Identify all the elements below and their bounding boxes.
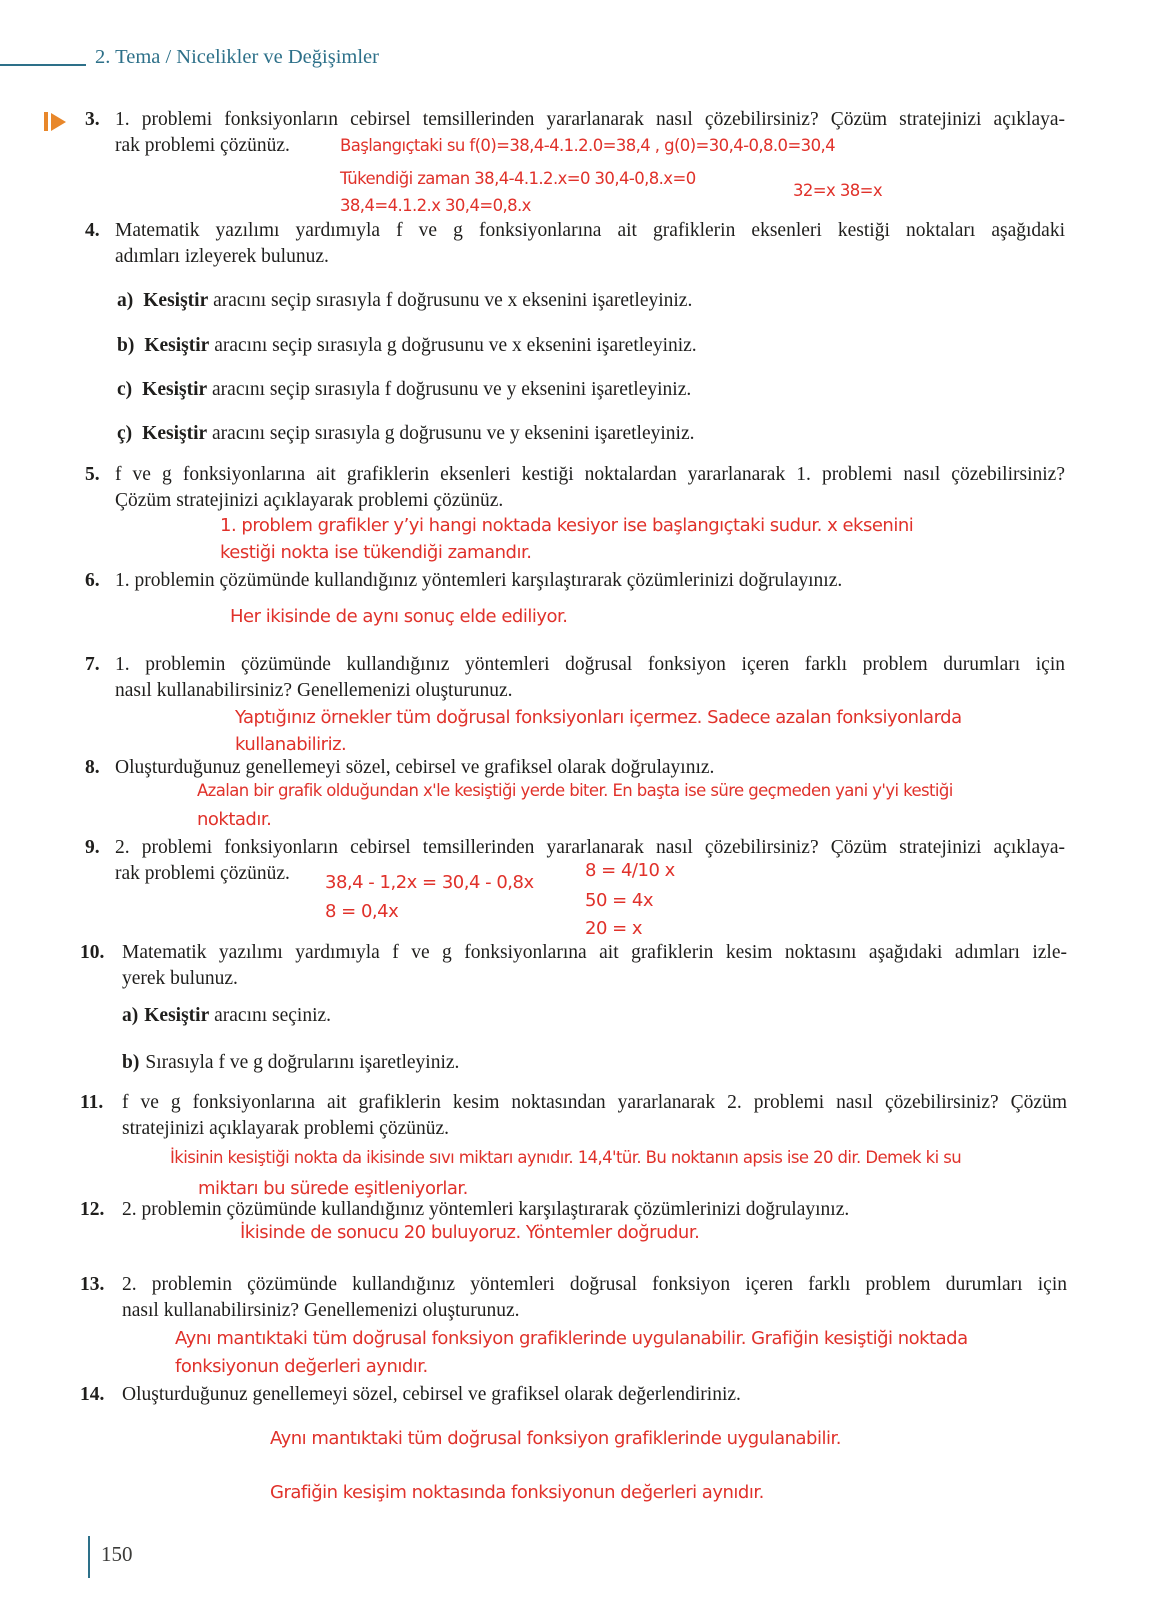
q4-item-a (117, 288, 692, 314)
q4-item-b-tool: Kesiştir (144, 335, 210, 356)
q3-number: 3. (85, 109, 100, 130)
page-number: 150 (101, 1542, 133, 1566)
q13-answer-line1: Aynı mantıktaki tüm doğrusal fonksiyon grafiklerinde uygulanabilir. Grafiğin kesiştiği noktada (175, 1328, 968, 1349)
q7-answer-line1: Yaptığınız örnekler tüm doğrusal fonksiyonları içermez. Sadece azalan fonksiyonlarda (235, 707, 962, 728)
q5-number: 5. (85, 464, 100, 485)
q8-answer-line1: Azalan bir grafik olduğundan x'le kesiştiği yerde biter. En başta ise süre geçmeden yani y'yi kestiği (197, 781, 953, 800)
q3-text-line1: 1. problemi fonksiyonların cebirsel temsillerinden yararlanarak nasıl çözebilirsiniz? Çözüm stratejinizi açıklaya- (115, 109, 1065, 130)
q8-number: 8. (85, 757, 100, 778)
q11-answer-line1: İkisinin kesiştiği nokta da ikisinde sıvı miktarı aynıdır. 14,4'tür. Bu noktanın apsis ise 20 dir. Demek ki su (170, 1148, 962, 1167)
q4-item-cc-label: ç) (117, 423, 133, 444)
q4-item-cc-text: aracını seçip sırasıyla g doğrusunu ve y eksenini işaretleyiniz. (207, 423, 695, 444)
q4-item-c-text: aracını seçip sırasıyla f doğrusunu ve y eksenini işaretleyiniz. (207, 379, 692, 400)
q7-text-line1: 1. problemin çözümünde kullandığınız yöntemleri doğrusal fonksiyon içeren farklı problem durumları için (115, 654, 1065, 675)
play-marker-triangle (51, 113, 66, 131)
q6-text-line1: 1. problemin çözümünde kullandığınız yöntemleri karşılaştırarak çözümlerinizi doğrulayınız. (115, 570, 843, 591)
q7-text-line2: nasıl kullanabilirsiniz? Genellemenizi oluşturunuz. (115, 680, 513, 701)
q5-answer-line1: 1. problem grafikler y’yi hangi noktada kesiyor ise başlangıçtaki sudur. x eksenini (220, 515, 914, 536)
q4-item-cc (117, 421, 695, 447)
q12-text-line1: 2. problemin çözümünde kullandığınız yöntemleri karşılaştırarak çözümlerinizi doğrulayınız. (122, 1199, 850, 1220)
header-rule (0, 64, 86, 66)
q11-text-line2: stratejinizi açıklayarak problemi çözünüz. (122, 1118, 450, 1139)
q4-item-cc-tool: Kesiştir (142, 423, 208, 444)
q14-number: 14. (80, 1384, 105, 1405)
q9-work-left2: 8 = 0,4x (325, 901, 399, 922)
page-number-rule (88, 1536, 90, 1578)
q3-answer-line2: Tükendiği zaman 38,4-4.1.2.x=0 30,4-0,8.x=0 (340, 169, 696, 188)
q11-number: 11. (80, 1092, 104, 1113)
q9-work-right3: 20 = x (585, 918, 643, 939)
q5-text-line2: Çözüm stratejinizi açıklayarak problemi çözünüz. (115, 490, 504, 511)
q10-item-a-text: aracını seçiniz. (209, 1005, 332, 1026)
q11-text-line1: f ve g fonksiyonlarına ait grafiklerin kesim noktasından yararlanarak 2. problemi nasıl çözebilirsiniz? Çözüm (122, 1092, 1067, 1113)
q4-item-c-label: c) (117, 379, 133, 400)
q13-text-line1: 2. problemin çözümünde kullandığınız yöntemleri doğrusal fonksiyon içeren farklı problem durumları için (122, 1274, 1067, 1295)
q7-answer-line2: kullanabiliriz. (235, 734, 347, 755)
play-marker-icon (44, 112, 66, 131)
q10-item-b (122, 1050, 459, 1076)
q10-text-line1: Matematik yazılımı yardımıyla f ve g fonksiyonlarına ait grafiklerin kesim noktasını aşağıdaki adımları izle- (122, 942, 1067, 963)
play-marker-bar (44, 112, 48, 131)
q3-answer-line4: 32=x 38=x (793, 181, 883, 200)
q4-item-c-tool: Kesiştir (142, 379, 208, 400)
q9-work-left1: 38,4 - 1,2x = 30,4 - 0,8x (325, 872, 534, 893)
q9-work-right1: 8 = 4/10 x (585, 860, 675, 881)
q6-answer-line1: Her ikisinde de aynı sonuç elde ediliyor. (230, 606, 568, 627)
q10-item-a-tool: Kesiştir (144, 1005, 210, 1026)
q8-answer-line2: noktadır. (197, 809, 272, 830)
q14-answer-line1: Aynı mantıktaki tüm doğrusal fonksiyon grafiklerinde uygulanabilir. (270, 1428, 841, 1449)
q10-item-a-label: a) (122, 1005, 139, 1026)
q4-item-b-text: aracını seçip sırasıyla g doğrusunu ve x eksenini işaretleyiniz. (209, 335, 697, 356)
q3-answer-line1: Başlangıçtaki su f(0)=38,4-4.1.2.0=38,4 , g(0)=30,4-0,8.0=30,4 (340, 136, 836, 155)
q9-number: 9. (85, 837, 100, 858)
q4-item-b (117, 333, 697, 359)
q10-item-b-label: b) (122, 1052, 140, 1073)
q13-text-line2: nasıl kullanabilirsiniz? Genellemenizi oluşturunuz. (122, 1300, 520, 1321)
q13-answer-line2: fonksiyonun değerleri aynıdır. (175, 1356, 428, 1377)
q4-text-line2: adımları izleyerek bulunuz. (115, 246, 329, 267)
q14-answer-line2: Grafiğin kesişim noktasında fonksiyonun değerleri aynıdır. (270, 1482, 764, 1503)
q9-work-right2: 50 = 4x (585, 890, 654, 911)
q3-text-line2: rak problemi çözünüz. (115, 135, 290, 156)
q10-item-b-text: Sırasıyla f ve g doğrularını işaretleyiniz. (145, 1052, 460, 1073)
q10-number: 10. (80, 942, 105, 963)
q4-number: 4. (85, 220, 100, 241)
q3-answer-line3: 38,4=4.1.2.x 30,4=0,8.x (340, 196, 531, 215)
q7-number: 7. (85, 654, 100, 675)
q5-text-line1: f ve g fonksiyonlarına ait grafiklerin eksenleri kestiği noktalardan yararlanarak 1. problemi nasıl çözebilirsiniz? (115, 464, 1065, 485)
q12-number: 12. (80, 1199, 105, 1220)
q9-text-line2: rak problemi çözünüz. (115, 863, 290, 884)
q4-item-c (117, 377, 691, 403)
q14-text-line1: Oluşturduğunuz genellemeyi sözel, cebirsel ve grafiksel olarak değerlendiriniz. (122, 1384, 741, 1405)
q4-item-b-label: b) (117, 335, 135, 356)
q10-item-a (122, 1003, 331, 1029)
q4-item-a-tool: Kesiştir (143, 290, 209, 311)
q5-answer-line2: kestiği nokta ise tükendiği zamandır. (220, 542, 532, 563)
q4-text-line1: Matematik yazılımı yardımıyla f ve g fonksiyonlarına ait grafiklerin eksenleri kestiği noktaları aşağıdaki (115, 220, 1065, 241)
q13-number: 13. (80, 1274, 105, 1295)
q11-answer-line2: miktarı bu sürede eşitleniyorlar. (198, 1178, 468, 1199)
q6-number: 6. (85, 570, 100, 591)
page-header-title: 2. Tema / Nicelikler ve Değişimler (95, 46, 379, 68)
q8-text-line1: Oluşturduğunuz genellemeyi sözel, cebirsel ve grafiksel olarak doğrulayınız. (115, 757, 715, 778)
q4-item-a-text: aracını seçip sırasıyla f doğrusunu ve x eksenini işaretleyiniz. (208, 290, 693, 311)
q10-text-line2: yerek bulunuz. (122, 968, 238, 989)
q4-item-a-label: a) (117, 290, 134, 311)
q9-text-line1: 2. problemi fonksiyonların cebirsel temsillerinden yararlanarak nasıl çözebilirsiniz? Çözüm stratejinizi açıklaya- (115, 837, 1065, 858)
q12-answer-line1: İkisinde de sonucu 20 buluyoruz. Yöntemler doğrudur. (240, 1222, 700, 1243)
